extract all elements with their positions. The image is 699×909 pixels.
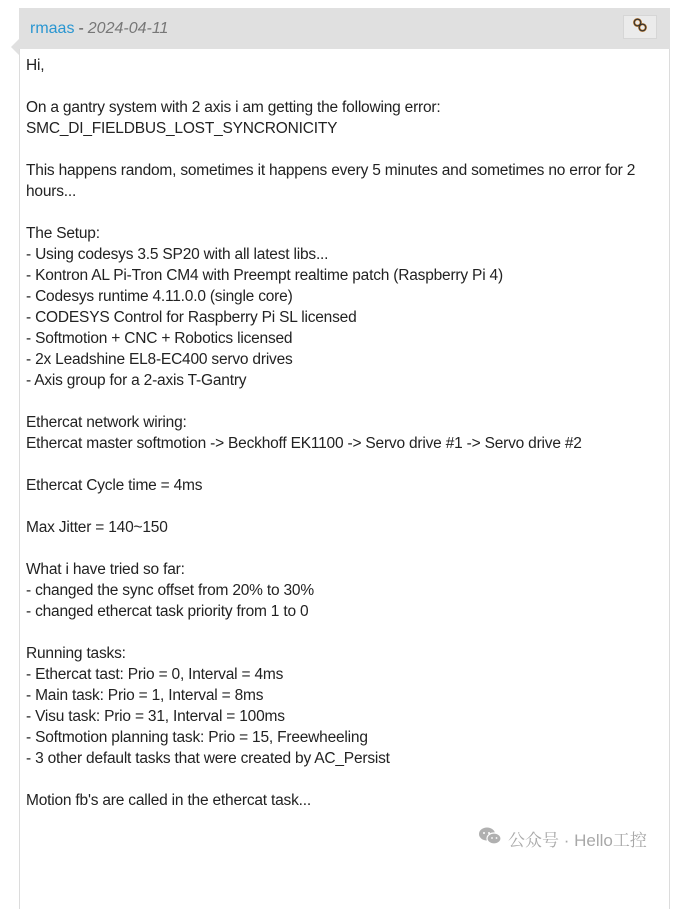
paragraph-tried <box>26 559 663 622</box>
section-heading: What i have tried so far: <box>26 561 185 578</box>
paragraph-motion-fb <box>26 790 663 811</box>
post-date: 2024-04-11 <box>87 19 169 37</box>
text-line: This happens random, sometimes it happens every 5 minutes and sometimes no error for 2 hours... <box>26 162 636 200</box>
forum-post <box>19 8 670 908</box>
list-item: - Ethercat tast: Prio = 0, Interval = 4ms <box>26 666 284 683</box>
paragraph-tasks <box>26 643 663 769</box>
error-code: SMC_DI_FIELDBUS_LOST_SYNCRONICITY <box>26 120 338 137</box>
text-line: Max Jitter = 140~150 <box>26 519 168 536</box>
paragraph-jitter <box>26 517 663 538</box>
list-item: - Using codesys 3.5 SP20 with all latest libs... <box>26 246 329 263</box>
watermark <box>478 826 647 851</box>
link-icon <box>632 17 648 38</box>
author-date-separator: - <box>78 19 84 37</box>
post-header <box>19 8 670 49</box>
list-item: - changed ethercat task priority from 1 to 0 <box>26 603 309 620</box>
watermark-text: 公众号 · Hello工控 <box>508 831 647 850</box>
paragraph-setup <box>26 223 663 391</box>
permalink-button[interactable] <box>623 15 657 39</box>
text-line: Hi, <box>26 57 45 74</box>
text-line: Motion fb's are called in the ethercat task... <box>26 792 311 809</box>
section-heading: The Setup: <box>26 225 100 242</box>
section-heading: Running tasks: <box>26 645 126 662</box>
list-item: - Codesys runtime 4.11.0.0 (single core) <box>26 288 293 305</box>
list-item: - changed the sync offset from 20% to 30% <box>26 582 314 599</box>
speech-pointer <box>11 39 19 55</box>
list-item: - Axis group for a 2-axis T-Gantry <box>26 372 247 389</box>
list-item: - 3 other default tasks that were created by AC_Persist <box>26 750 390 767</box>
list-item: - Softmotion planning task: Prio = 15, Freewheeling <box>26 729 368 746</box>
section-heading: Ethercat network wiring: <box>26 414 187 431</box>
paragraph-frequency <box>26 160 663 202</box>
text-line: Ethercat master softmotion -> Beckhoff EK1100 -> Servo drive #1 -> Servo drive #2 <box>26 435 582 452</box>
post-body <box>19 49 670 909</box>
list-item: - Kontron AL Pi-Tron CM4 with Preempt realtime patch (Raspberry Pi 4) <box>26 267 503 284</box>
paragraph-wiring <box>26 412 663 454</box>
wechat-icon <box>478 826 502 851</box>
paragraph-cycle-time <box>26 475 663 496</box>
text-line: Ethercat Cycle time = 4ms <box>26 477 203 494</box>
list-item: - CODESYS Control for Raspberry Pi SL licensed <box>26 309 357 326</box>
text-line: On a gantry system with 2 axis i am getting the following error: <box>26 99 441 116</box>
list-item: - Softmotion + CNC + Robotics licensed <box>26 330 293 347</box>
list-item: - 2x Leadshine EL8-EC400 servo drives <box>26 351 293 368</box>
paragraph-greeting <box>26 55 663 76</box>
paragraph-error <box>26 97 663 139</box>
author-link[interactable]: rmaas <box>30 19 75 37</box>
list-item: - Main task: Prio = 1, Interval = 8ms <box>26 687 264 704</box>
list-item: - Visu task: Prio = 31, Interval = 100ms <box>26 708 285 725</box>
